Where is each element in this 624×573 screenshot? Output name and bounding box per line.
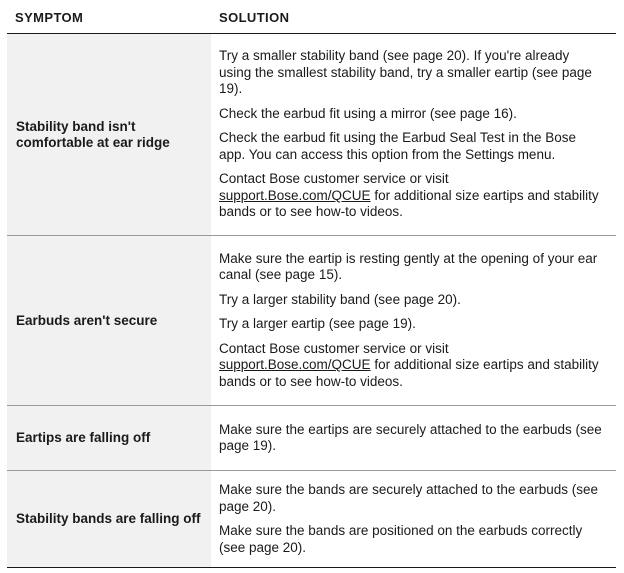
solution-text: Make sure the eartips are securely attached to the earbuds (see page 19).: [219, 421, 602, 453]
contact-text: [219, 171, 602, 221]
solution-text: Try a larger eartip (see page 19).: [219, 316, 416, 332]
solution-cell: [211, 34, 616, 235]
table-row: [7, 34, 616, 236]
solution-text: Try a larger stability band (see page 20).: [219, 291, 461, 307]
solution-text: Check the earbud fit using the Earbud Seal Test in the Bose app. You can access this option from the Settings menu.: [219, 130, 576, 162]
symptom-cell: Eartips are falling off: [7, 406, 211, 470]
symptom-cell: Stability band isn't comfortable at ear ridge: [7, 34, 211, 235]
symptom-cell: Earbuds aren't secure: [7, 236, 211, 405]
solution-text: Try a smaller stability band (see page 20). If you're already using the smallest stability band, try a smaller eartip (see page 19).: [219, 48, 592, 97]
table-row: [7, 406, 616, 471]
contact-text-after: for additional size eartips and stability bands or to see how-to videos.: [219, 187, 599, 220]
solution-text: Make sure the eartip is resting gently at the opening of your ear canal (see page 15).: [219, 250, 598, 283]
contact-text: [219, 341, 602, 391]
table-row: [7, 471, 616, 568]
support-link[interactable]: support.Bose.com/QCUE: [219, 187, 371, 203]
solution-column-header: SOLUTION: [219, 10, 290, 25]
support-link[interactable]: support.Bose.com/QCUE: [219, 357, 371, 373]
solution-text: Make sure the bands are securely attached to the earbuds (see page 20).: [219, 482, 598, 514]
table-header: [7, 0, 616, 34]
symptom-cell: Stability bands are falling off: [7, 471, 211, 567]
solution-cell: [211, 236, 616, 405]
contact-text-before: Contact Bose customer service or visit: [219, 171, 449, 187]
solution-text: Check the earbud fit using a mirror (see page 16).: [219, 105, 517, 121]
solution-cell: [211, 406, 616, 470]
symptom-column-header: SYMPTOM: [15, 10, 84, 25]
contact-text-after: for additional size eartips and stability bands or to see how-to videos.: [219, 357, 599, 389]
solution-text: Make sure the bands are positioned on the earbuds correctly (see page 20).: [219, 523, 583, 555]
troubleshooting-table: [7, 0, 616, 568]
solution-cell: [211, 471, 616, 567]
table-row: [7, 236, 616, 406]
contact-text-before: Contact Bose customer service or visit: [219, 340, 449, 356]
